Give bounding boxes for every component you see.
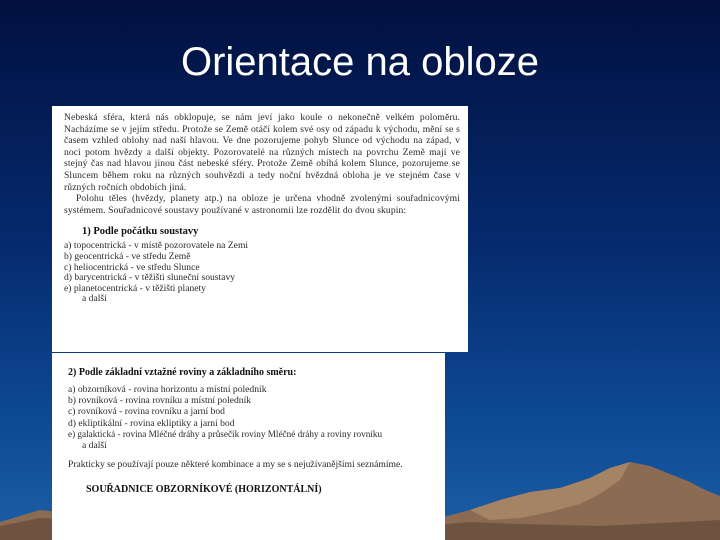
- coordinates-paragraph: Polohu těles (hvězdy, planety atp.) na obloze je určena vhodně zvolenými souřadnicovými systémem. Souřadnicové soustavy používané v astronomii lze rozdělit do dvou skupin:: [64, 193, 460, 216]
- intro-paragraph: Nebeská sféra, která nás obklopuje, se nám jeví jako koule o nekonečně velkém poloměru. Nacházíme se v jejím středu. Protože se Země otáčí kolem své osy od západu k východu, mění se s časem vzhled oblohy nad naší hlavou. Ve dne pozorujeme pohyb Slunce od východu na západ, v noci potom hvězdy a další objekty. Pozorovatelé na různých místech na povrchu Země mají ve stejný čas nad hlavou jinou část nebeské sféry. Protože Země obíhá kolem Slunce, pozorujeme se Sluncem během roku na různých souhvězdí a tedy noční hvězdná obloha je ve stejném čase v různých ročních obdobích jiná.: [64, 112, 460, 193]
- list-item: c) rovníková - rovina rovníku a jarní bod: [68, 406, 225, 418]
- list-item: c) heliocentrická - ve středu Slunce: [64, 261, 200, 273]
- section-heading-plane: 2) Podle základní vztažné roviny a základního směru:: [68, 367, 297, 378]
- slide-title: Orientace na obloze: [180, 40, 539, 84]
- section-heading-origin: 1) Podle počátku soustavy: [82, 226, 199, 238]
- list-item: a další: [82, 293, 107, 305]
- list-item: a) obzorníková - rovina horizontu a místní poledník: [68, 384, 267, 395]
- list-item: e) planetocentrická - v těžišti planety: [64, 282, 206, 294]
- section-heading-horizontal: SOUŘADNICE OBZORNÍKOVÉ (HORIZONTÁLNÍ): [86, 484, 322, 496]
- list-item: b) rovníková - rovina rovníku a místní poledník: [68, 395, 252, 407]
- scanned-text-page-top: [52, 106, 468, 352]
- list-item: a další: [82, 440, 107, 452]
- list-item: b) geocentrická - ve středu Země: [64, 250, 191, 262]
- practical-note-paragraph: Prakticky se používají pouze některé kombinace a my se s nejužívanějšími seznámíme.: [68, 459, 403, 471]
- list-item: e) galaktická - rovina Mléčné dráhy a průsečík roviny Mléčné dráhy a roviny rovníku: [68, 428, 383, 439]
- list-item: d) barycentrická - v těžišti sluneční soustavy: [64, 272, 236, 284]
- scanned-text-page-bottom: [52, 353, 445, 540]
- list-item: a) topocentrická - v místě pozorovatele na Zemi: [64, 240, 249, 252]
- plane-list: [68, 384, 437, 451]
- origin-list: [64, 241, 460, 305]
- list-item: d) ekliptikální - rovina ekliptiky a jarní bod: [68, 417, 235, 429]
